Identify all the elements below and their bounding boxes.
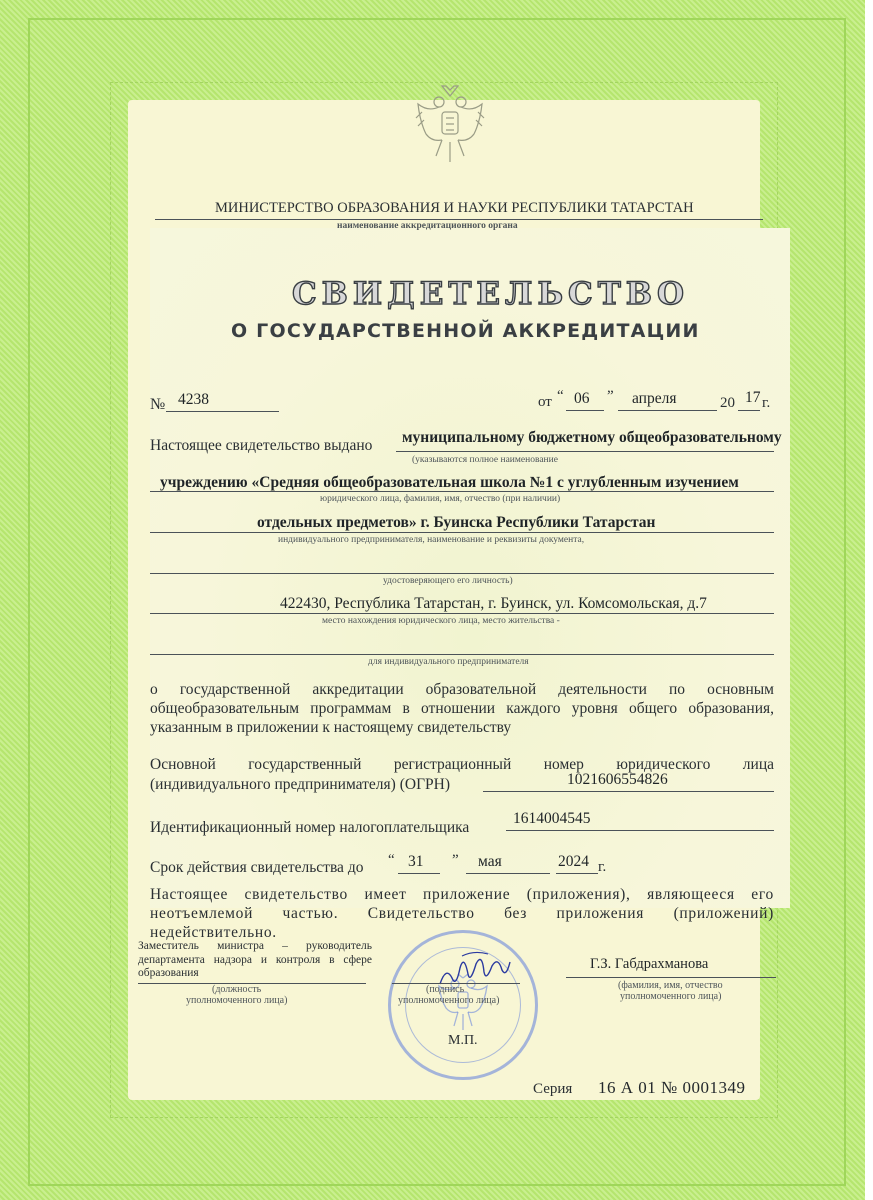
- validity-label: Срок действия свидетельства до: [150, 859, 364, 876]
- year-prefix: 20: [720, 395, 735, 411]
- position-hint2: уполномоченного лица): [186, 995, 288, 1006]
- day-underline: [566, 410, 604, 411]
- ogrn-underline: [483, 791, 774, 792]
- validity-day: 31: [408, 853, 424, 870]
- signature-hint1: (подпись: [426, 984, 465, 995]
- inn-value: 1614004545: [513, 810, 591, 827]
- name-hint1: (фамилия, имя, отчество: [618, 980, 723, 991]
- issue-month: апреля: [632, 390, 677, 407]
- signatory-name: Г.З. Габдрахманова: [590, 956, 709, 972]
- inn-label: Идентификационный номер налогоплательщика: [150, 819, 470, 836]
- issue-day: 06: [574, 390, 590, 407]
- series-label: Серия: [533, 1081, 573, 1097]
- inn-underline: [506, 830, 774, 831]
- number-label: №: [150, 396, 166, 413]
- issued-line1-underline: [396, 451, 774, 452]
- validity-year-underline: [556, 873, 598, 874]
- position-hint1: (должность: [212, 984, 262, 995]
- issued-hint6: для индивидуального предпринимателя: [368, 657, 529, 667]
- validity-quote-open: “: [388, 852, 395, 868]
- issued-hint2: юридического лица, фамилия, имя, отчество (при наличии): [320, 494, 561, 504]
- validity-month-underline: [466, 873, 550, 874]
- validity-quote-close: ”: [452, 852, 459, 868]
- month-underline: [618, 410, 717, 411]
- document-title: СВИДЕТЕЛЬСТВО: [292, 276, 689, 312]
- certificate-number: 4238: [178, 391, 209, 408]
- accreditation-text: о государственной аккредитации образовательной деятельности по основным общеобразовательным программам в отношении каждого уровня общего образования, указанным в приложении к настоящему свидетельству: [150, 681, 774, 736]
- year-underline: [738, 410, 760, 411]
- issued-line1: муниципальному бюджетному общеобразовательному: [402, 429, 782, 446]
- document-subtitle: О ГОСУДАРСТВЕННОЙ АККРЕДИТАЦИИ: [231, 320, 700, 342]
- date-from-label: от: [538, 394, 552, 410]
- appendix-text: Настоящее свидетельство имеет приложение (приложения), являющееся его неотъемлемой частью. Свидетельство без приложения (приложений) недействительно.: [150, 886, 774, 941]
- signature-hint2: уполномоченного лица): [398, 995, 500, 1006]
- ogrn-value: 1021606554826: [567, 771, 668, 788]
- validity-month: мая: [478, 853, 502, 870]
- address: 422430, Республика Татарстан, г. Буинск, ул. Комсомольская, д.7: [280, 595, 707, 612]
- issued-line3-underline: [150, 532, 774, 533]
- year-unit: г.: [762, 395, 771, 411]
- ogrn-label-line2: (индивидуального предпринимателя) (ОГРН): [150, 776, 451, 793]
- ogrn-label-line1: Основной государственный регистрационный номер юридического лица: [150, 756, 774, 773]
- name-underline: [566, 977, 776, 978]
- issued-hint1: (указываются полное наименование: [412, 455, 558, 465]
- issued-line3: отдельных предметов» г. Буинска Республики Татарстан: [257, 514, 656, 531]
- date-quote-open: “: [557, 388, 564, 404]
- ministry-hint: наименование аккредитационного органа: [337, 221, 518, 231]
- issued-hint4: удостоверяющего его личность): [383, 576, 513, 586]
- series-number: 16 А 01 № 0001349: [598, 1078, 746, 1097]
- validity-unit: г.: [598, 859, 607, 875]
- address-underline: [150, 613, 774, 614]
- name-hint2: уполномоченного лица): [620, 991, 722, 1002]
- number-underline: [166, 411, 279, 412]
- validity-year: 2024: [558, 853, 589, 870]
- ministry-name: МИНИСТЕРСТВО ОБРАЗОВАНИЯ И НАУКИ РЕСПУБЛИКИ ТАТАРСТАН: [215, 200, 694, 216]
- seal-place-label: М.П.: [448, 1033, 478, 1048]
- issued-hint5: место нахождения юридического лица, место жительства -: [322, 616, 560, 626]
- signatory-position: Заместитель министра – руководитель департамента надзора и контроля в сфере образования: [138, 940, 372, 979]
- coat-of-arms-icon: [412, 82, 488, 168]
- blank-line2-underline: [150, 654, 774, 655]
- blank-line-underline: [150, 573, 774, 574]
- issued-hint3: индивидуального предпринимателя, наименование и реквизиты документа,: [278, 535, 585, 545]
- ministry-underline: [155, 219, 763, 220]
- date-quote-close: ”: [607, 388, 614, 404]
- issued-label: Настоящее свидетельство выдано: [150, 437, 373, 454]
- issued-line2: учреждению «Средняя общеобразовательная школа №1 с углубленным изучением: [160, 474, 739, 491]
- validity-day-underline: [398, 873, 440, 874]
- issue-year: 17: [745, 389, 761, 406]
